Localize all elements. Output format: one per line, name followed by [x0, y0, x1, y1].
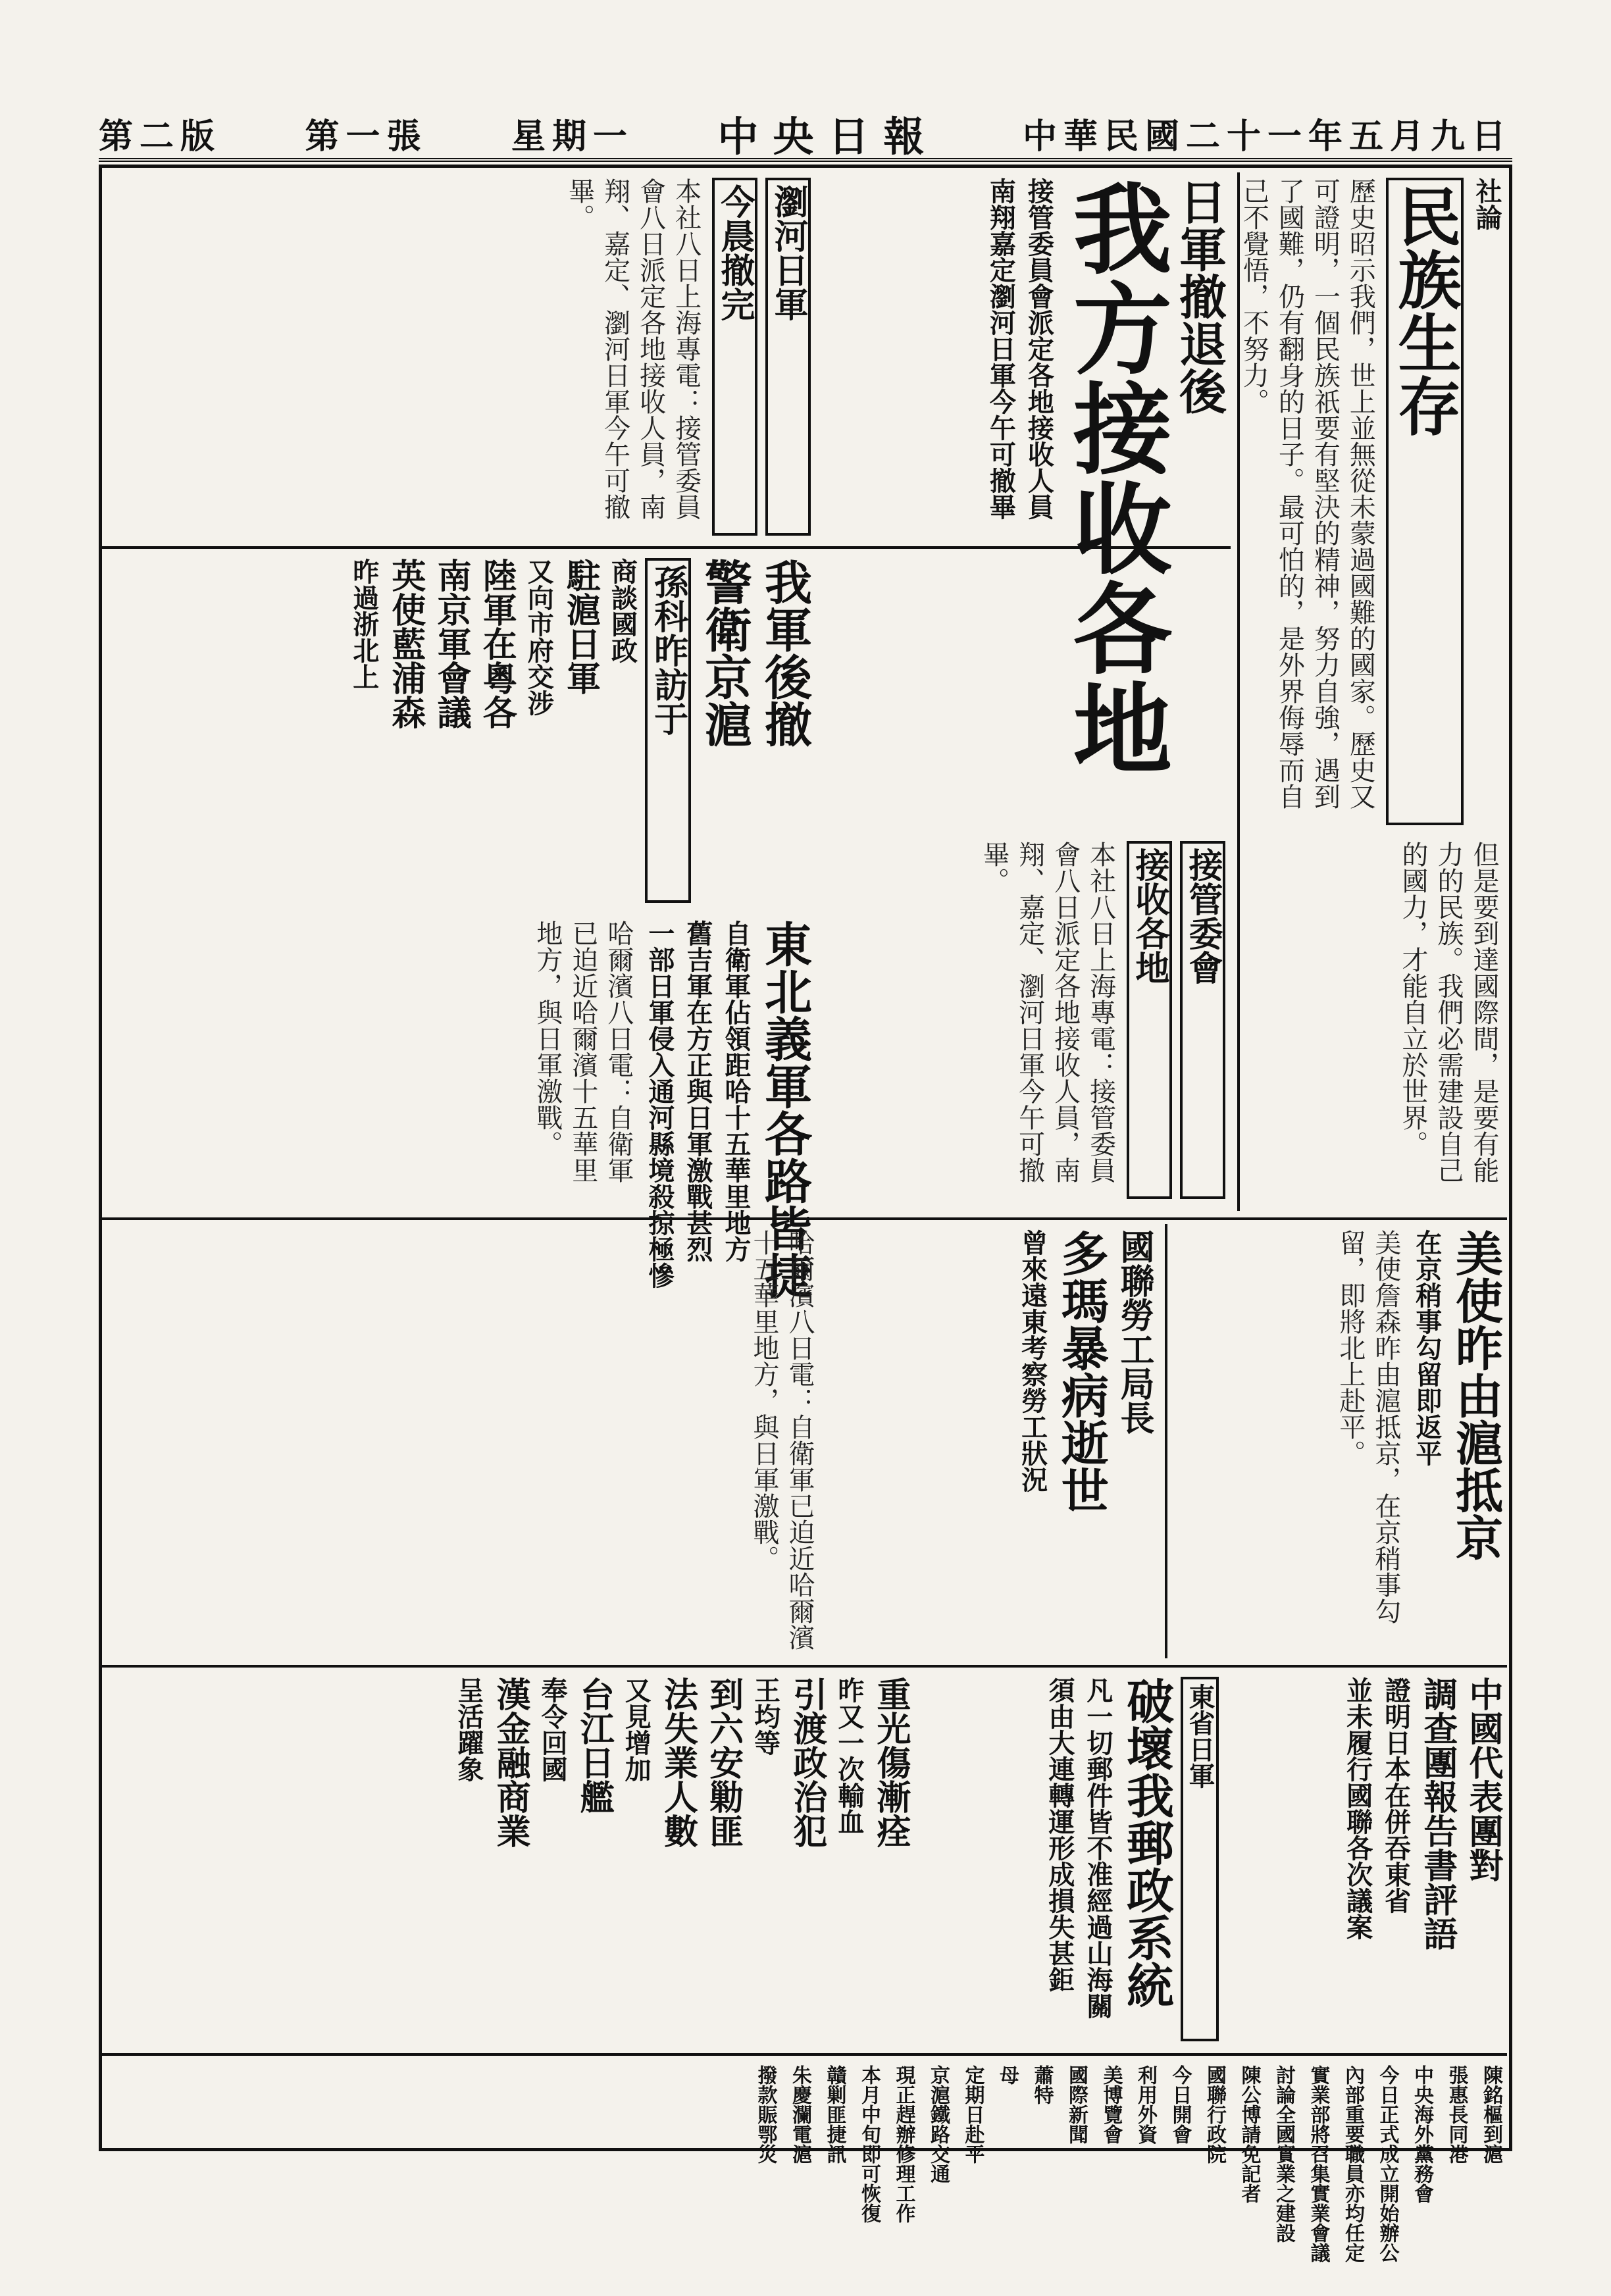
northeast-subheadline-1: 自衛軍佔領距哈十五華里地方 [720, 920, 752, 1262]
item-shigemitsu-sub: 昨又一次輸血 [833, 1677, 865, 1835]
northeast-title: 東北義軍各路皆捷 [757, 920, 813, 1299]
item-jiangxi: 贛剿匪捷訊 [823, 2065, 846, 2164]
col2-title: 警衛京滬 [696, 558, 753, 748]
editorial-body: 歷史昭示我們，世上並無從未蒙過國難的國家。歷史又可證明，一個民族祇要有堅決的精神，努力自強，遇到了國難，仍有翻身的日子。最可怕的，是外界侮辱而自己不覺悟，不努力。 [1239, 178, 1376, 809]
item-taijiang: 台江日艦 [574, 1677, 615, 1814]
item-zhang-huichang: 張惠長同港 [1445, 2065, 1468, 2164]
item-railway-sub-2: 本月中旬即可恢復 [857, 2065, 881, 2223]
col2-headline-7: 陸軍在粵各 [476, 558, 517, 729]
masthead [99, 109, 1512, 162]
labor-box-2: 多瑪暴病逝世 [1053, 1229, 1110, 1514]
item-luan: 到六安勦匪 [703, 1677, 744, 1848]
item-chen-gongbo: 陳公博請免記者 [1237, 2065, 1261, 2203]
northeast-subheadline-2: 舊吉軍在方正與日軍激戰甚烈 [682, 920, 713, 1262]
delegation-headline-3: 證明日本在併吞東省 [1380, 1677, 1412, 1914]
labor-chief-block [829, 1224, 1158, 1658]
lead-subheadline-1: 接管委員會派定各地接收人員 [1023, 178, 1055, 520]
editorial-continued-body: 但是要到達國際間，是要有能力的民族。我們必需建設自己的國力，才能自立於世界。 [1398, 841, 1499, 1183]
item-unemployment-sub: 又見增加 [621, 1677, 652, 1782]
item-industry-sub: 討論全國實業之建設 [1272, 2065, 1295, 2243]
section-rule [99, 2053, 1507, 2056]
editorial-block [1239, 172, 1507, 830]
item-hankou-sub: 呈活躍象 [453, 1677, 484, 1782]
item-league-council-sub: 今日開會 [1168, 2065, 1192, 2144]
page-number: 第二版 [99, 116, 222, 157]
delegation-headline-1: 中國代表團對 [1463, 1677, 1503, 1882]
liuhe-box-1: 瀏河日軍 [765, 178, 811, 536]
col2-headline-6: 昨過浙北上 [348, 558, 380, 690]
section-rule [99, 546, 1231, 549]
item-international: 國際新聞 [1065, 2065, 1088, 2144]
liuhe-box-2: 今晨撤完 [712, 178, 757, 536]
item-xiao-te: 蕭特 [1030, 2065, 1054, 2105]
lead-body: 本社八日上海專電：接管委員會八日派定各地接收人員，南翔、嘉定、瀏河日軍今午可撤畢。 [979, 841, 1116, 1183]
short-items-block [99, 1671, 915, 2047]
item-zhu-qinglan: 朱慶瀾電滬 [788, 2065, 811, 2164]
postal-kicker: 東省日軍 [1181, 1677, 1219, 2041]
northeast-continued [99, 1224, 823, 1658]
col2-kicker: 我軍後撤 [757, 558, 813, 748]
lead-body-block [823, 836, 1231, 1204]
item-overseas-party: 中央海外黨務會 [1410, 2065, 1433, 2203]
mid-left-block [99, 553, 816, 908]
envoy-body: 美使詹森昨由滬抵京，在京稍事勾留，即將北上赴平。 [1335, 1229, 1401, 1624]
labor-box-1: 國聯勞工局長 [1114, 1229, 1154, 1435]
item-extradition: 引渡政治犯 [786, 1677, 827, 1848]
delegation-block [1231, 1671, 1507, 2047]
col2-headline-3: 駐滬日軍 [560, 558, 601, 695]
item-railway: 京滬鐵路交通 [927, 2065, 950, 2183]
postal-subheadline-2: 須由大連轉運形成損失甚鉅 [1044, 1677, 1075, 1993]
lead-subheadline-2: 南翔嘉定瀏河日軍今午可撤畢 [985, 178, 1017, 520]
liuhe-block [99, 172, 816, 541]
bottom-items-block [99, 2060, 1507, 2262]
item-overseas-party-sub-1: 今日正式成立開始辦公 [1375, 2065, 1399, 2262]
paper-name: 中央日報 [717, 113, 939, 161]
column-rule [1237, 172, 1240, 1211]
col2-headline-1: 孫科昨訪于 [645, 558, 690, 903]
editorial-kicker: 社論 [1471, 178, 1502, 230]
lead-title: 我方接收各地 [1056, 178, 1172, 778]
sheet-number: 第一張 [305, 116, 428, 157]
col2-headline-5: 英使藍浦森 [385, 558, 426, 729]
item-league-council: 國聯行政院 [1203, 2065, 1226, 2164]
item-relief: 撥款賑鄂災 [754, 2065, 777, 2164]
lead-box-1: 接管委會 [1180, 841, 1225, 1199]
issue-date: 中華民國二十一年五月九日 [1022, 116, 1512, 157]
item-expo: 美博覽會 [1099, 2065, 1123, 2144]
item-railway-sub-1: 現正趕辦修理工作 [892, 2065, 915, 2223]
item-xiao-te-mother: 母 [996, 2065, 1019, 2085]
postal-subheadline-1: 凡一切郵件皆不准經過山海關 [1082, 1677, 1113, 2019]
col2-headline-2: 商談國政 [607, 558, 638, 663]
postal-block [921, 1671, 1224, 2047]
delegation-headline-4: 並未履行國聯各次議案 [1342, 1677, 1373, 1940]
item-hankou-finance: 漢金融商業 [490, 1677, 531, 1848]
lead-box-2: 接收各地 [1127, 841, 1172, 1199]
item-taijiang-sub: 奉令回國 [537, 1677, 569, 1782]
envoy-anchor [823, 836, 833, 846]
northeast-block [99, 915, 816, 1299]
lead-kicker: 日軍撤退後 [1171, 178, 1227, 415]
envoy-title: 美使昨由滬抵京 [1448, 1229, 1504, 1561]
item-xiao-te-sub: 定期日赴平 [961, 2065, 984, 2164]
item-shigemitsu: 重光傷漸痊 [871, 1677, 911, 1848]
delegation-headline-2: 調查團報告書評語 [1417, 1677, 1458, 1951]
editorial-title: 民族生存 [1386, 178, 1464, 825]
envoy-block [1171, 1224, 1507, 1658]
item-chen-mingshu: 陳銘樞到滬 [1479, 2065, 1502, 2164]
editorial-continued [1244, 836, 1507, 1204]
northeast-subheadline-3: 一部日軍侵入通河縣境殺掠極慘 [644, 920, 675, 1288]
northeast-continued-body: 哈爾濱八日電：自衛軍已迫近哈爾濱十五華里地方，與日軍激戰。 [749, 1229, 815, 1650]
envoy-subheadline: 在京稍事勾留即返平 [1411, 1229, 1443, 1466]
labor-box-3: 曾來遠東考察勞工狀況 [1017, 1229, 1048, 1492]
item-foreign-capital: 利用外資 [1134, 2065, 1157, 2144]
weekday: 星期一 [511, 116, 634, 157]
item-unemployment: 法失業人數 [657, 1677, 698, 1848]
lead-headline-block [823, 172, 1231, 830]
col2-headline-4: 又向市府交涉 [523, 558, 555, 716]
fold-rule [99, 1217, 1507, 1220]
item-wangjun: 王均等 [750, 1677, 781, 1756]
item-industry-conference: 實業部將召集實業會議 [1306, 2065, 1330, 2262]
col2-headline-8: 南京軍會議 [431, 558, 472, 729]
northeast-body: 哈爾濱八日電：自衛軍已迫近哈爾濱十五華里地方，與日軍激戰。 [532, 920, 634, 1183]
section-rule [99, 1665, 1507, 1668]
item-overseas-party-sub-2: 內部重要職員亦均任定 [1341, 2065, 1364, 2262]
liuhe-body: 本社八日上海專電：接管委員會八日派定各地接收人員，南翔、嘉定、瀏河日軍今午可撤畢。 [564, 178, 702, 520]
column-rule [1165, 1224, 1167, 1658]
postal-title: 破壞我郵政系統 [1119, 1677, 1175, 2008]
